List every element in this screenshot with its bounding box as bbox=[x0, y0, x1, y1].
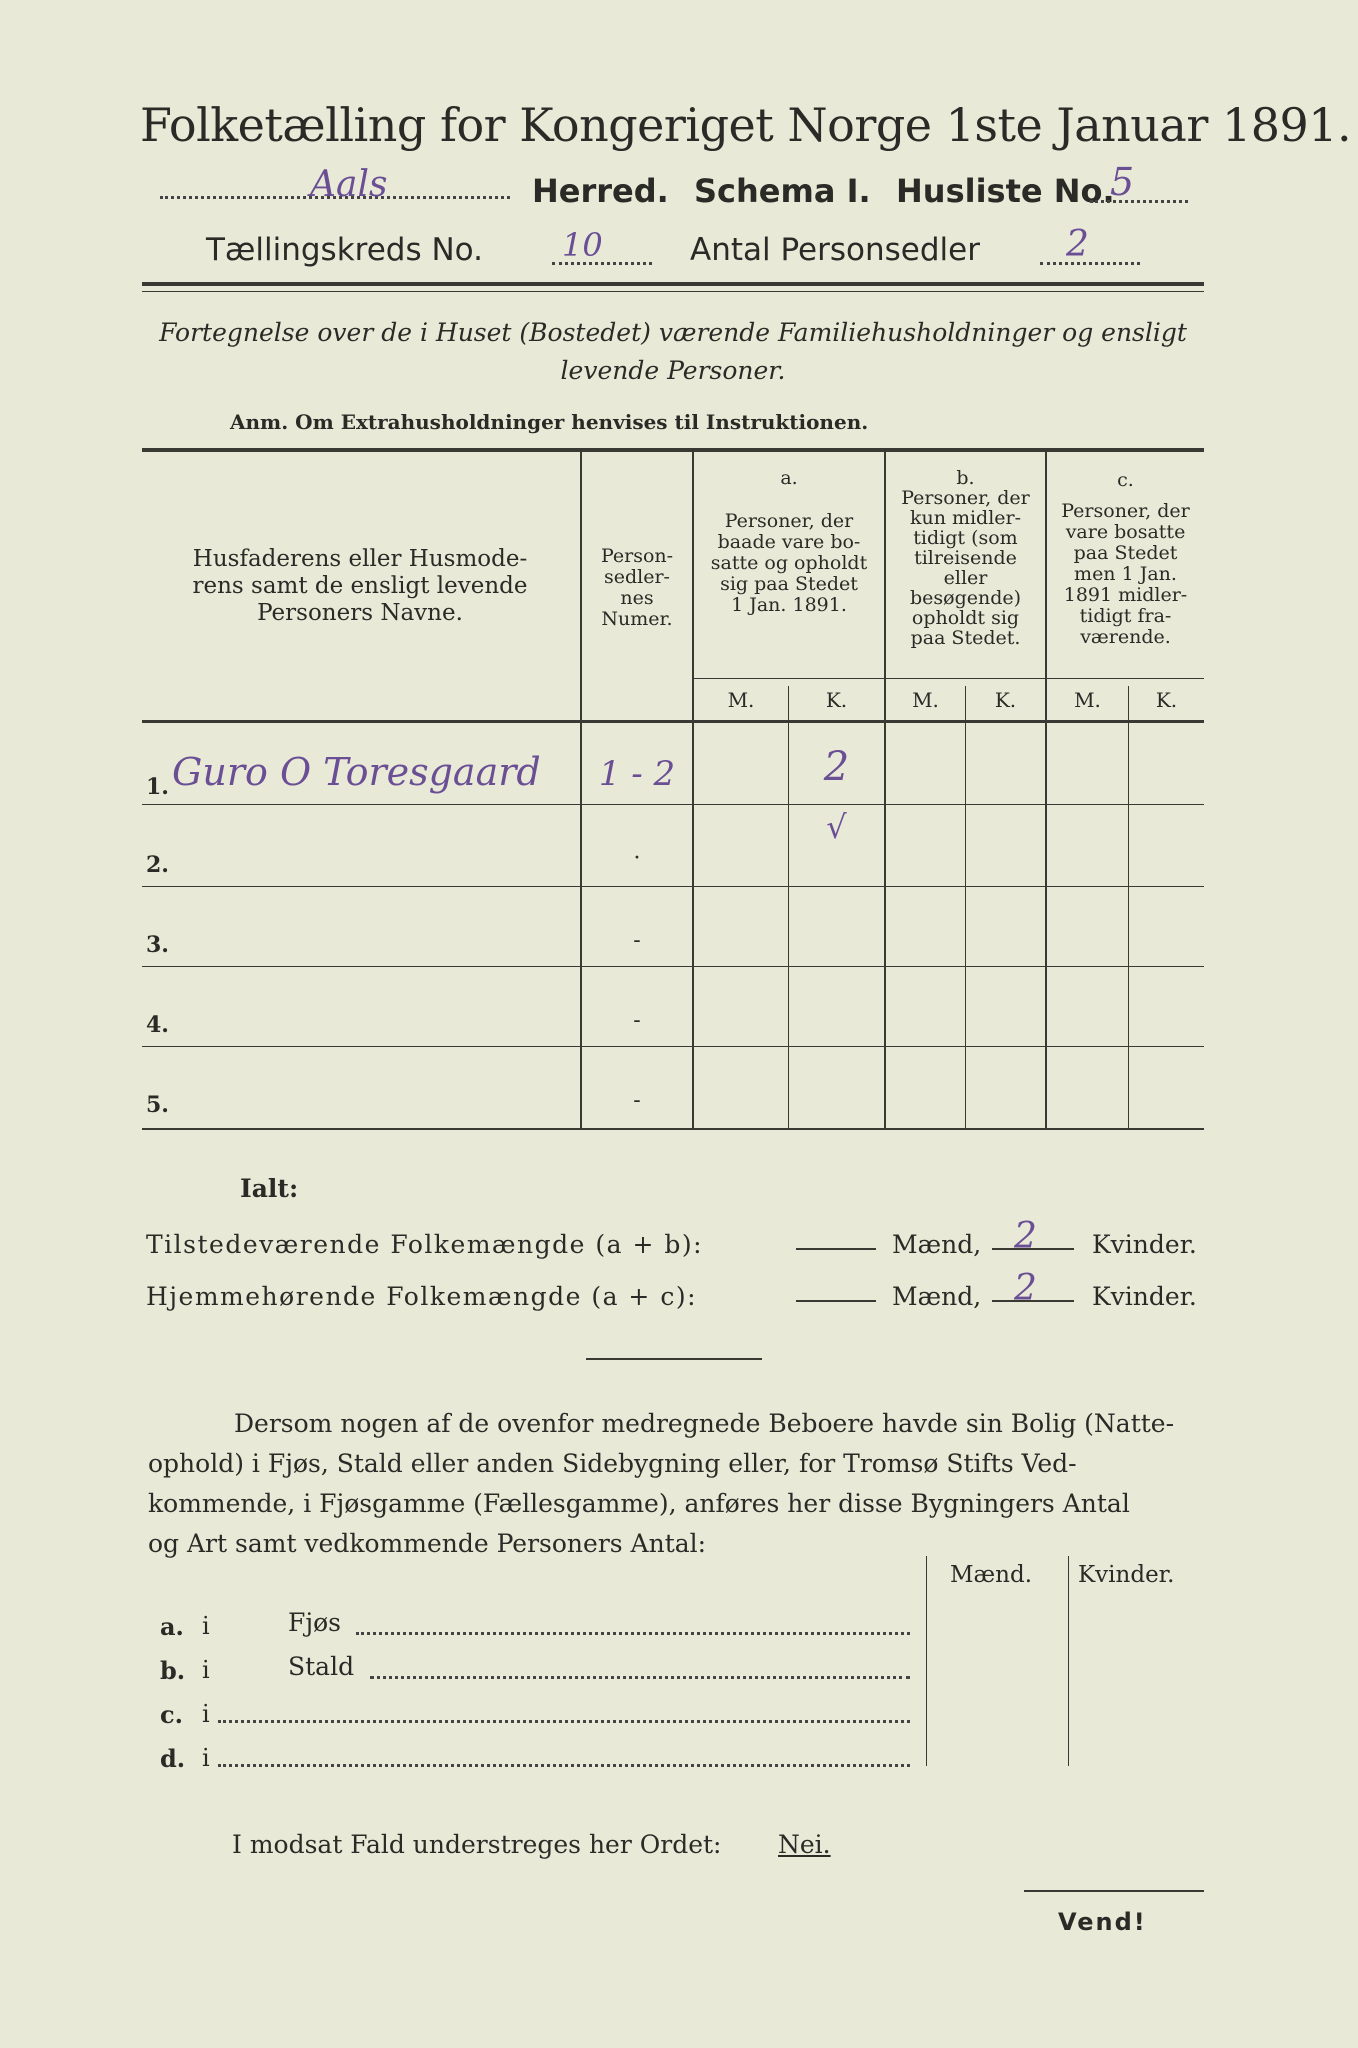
modsat-text: I modsat Fald understreges her Ordet: bbox=[232, 1830, 722, 1859]
tilstede-maend-blank bbox=[796, 1248, 876, 1250]
anm-note: Anm. Om Extrahusholdninger henvises til Instruktionen. bbox=[230, 410, 869, 434]
modsat-word: Nei. bbox=[778, 1830, 831, 1859]
bldg-row-b-name: Stald bbox=[288, 1652, 355, 1681]
hjemme-kvinder-label: Kvinder. bbox=[1092, 1282, 1197, 1311]
a-m-label: M. bbox=[727, 688, 755, 712]
paragraph: Dersom nogen af de ovenfor medregnede Beboere havde sin Bolig (Natte- ophold) i Fjøs, Stald eller anden Sidebygning eller, for Tromsø Stifts Ved- kommende, i Fjøsgamme (Fællesgamme), anføres her disse Bygningers Antal og Art samt vedkommende Personers Antal: bbox=[148, 1409, 1175, 1558]
header-names: Husfaderens eller Husmode- rens samt de ensligt levende Personers Navne. bbox=[192, 546, 528, 626]
hjemme-maend-blank bbox=[796, 1300, 876, 1302]
hjemme-value: 2 bbox=[1014, 1268, 1037, 1309]
row-2-person-num: · bbox=[633, 846, 641, 871]
ialt-label: Ialt: bbox=[240, 1174, 299, 1203]
section-divider bbox=[586, 1358, 762, 1360]
row-1-name: Guro O Toresgaard bbox=[172, 750, 541, 794]
intro-line-1: Fortegnelse over de i Huset (Bostedet) værende Familiehusholdninger og ensligt bbox=[159, 318, 1187, 347]
form-title: Folketælling for Kongeriget Norge 1ste Januar 1891. bbox=[140, 98, 1352, 152]
col-line-b-mk bbox=[965, 686, 966, 1128]
antal-label: Antal Personsedler bbox=[690, 232, 980, 268]
row-1-a-k-value: 2 bbox=[823, 744, 850, 790]
bldg-kvinder-header: Kvinder. bbox=[1078, 1562, 1175, 1588]
bldg-col-line-1 bbox=[926, 1556, 927, 1766]
bldg-row-a-dots bbox=[356, 1632, 910, 1635]
hjemme-maend-label: Mænd, bbox=[892, 1282, 982, 1311]
header-person-num: Person- sedler- nes Numer. bbox=[600, 545, 674, 630]
bldg-col-line-2 bbox=[1068, 1556, 1069, 1766]
c-m-label: M. bbox=[1074, 688, 1101, 712]
header-col-b: b. Personer, der kun midler- tidigt (som tilreisende eller besøgende) opholdt sig paa Stedet. bbox=[901, 467, 1030, 649]
row-2-number: 2. bbox=[146, 852, 169, 878]
row-rule-4 bbox=[142, 1046, 1204, 1047]
bldg-row-b-i: i bbox=[202, 1656, 210, 1684]
tilstede-maend-label: Mænd, bbox=[892, 1230, 982, 1259]
row-4-person-num: - bbox=[633, 1008, 641, 1033]
bldg-row-b-dots bbox=[370, 1676, 910, 1679]
kreds-label: Tællingskreds No. bbox=[206, 232, 483, 268]
bldg-row-b-letter: b. bbox=[160, 1656, 186, 1685]
a-k-label: K. bbox=[825, 688, 848, 712]
header-col-a: a. Personer, der baade vare bo- satte og opholdt sig paa Stedet 1 Jan. 1891. bbox=[710, 467, 868, 616]
vend-label: Vend! bbox=[1058, 1908, 1147, 1936]
row-5-person-num: - bbox=[633, 1088, 641, 1113]
herred-label: Herred. bbox=[532, 172, 669, 210]
husliste-label: Husliste No. bbox=[896, 172, 1115, 210]
antal-fill-line bbox=[1040, 262, 1140, 265]
tilstede-label: Tilstedeværende Folkemængde (a + b): bbox=[146, 1230, 704, 1259]
schema-label: Schema I. bbox=[694, 172, 871, 210]
row-rule-3 bbox=[142, 966, 1204, 967]
hjemme-label: Hjemmehørende Folkemængde (a + c): bbox=[146, 1282, 697, 1311]
b-k-label: K. bbox=[994, 688, 1017, 712]
husliste-value: 5 bbox=[1110, 160, 1135, 204]
c-k-label: K. bbox=[1155, 688, 1178, 712]
header-rule-thick bbox=[142, 282, 1204, 286]
mk-subheader-rule bbox=[692, 678, 1204, 679]
antal-value: 2 bbox=[1066, 224, 1089, 265]
row-rule-1 bbox=[142, 804, 1204, 805]
vend-rule bbox=[1024, 1890, 1204, 1892]
herred-value: Aals bbox=[310, 164, 388, 205]
intro-line-2: levende Personer. bbox=[560, 356, 786, 385]
tilstede-value: 2 bbox=[1014, 1216, 1037, 1257]
bldg-row-d-dots bbox=[218, 1764, 910, 1767]
row-1-number: 1. bbox=[146, 774, 169, 800]
row-3-person-num: - bbox=[633, 928, 641, 953]
col-line-c-mk bbox=[1128, 686, 1129, 1128]
bldg-row-a-letter: a. bbox=[160, 1612, 184, 1641]
tilstede-kvinder-label: Kvinder. bbox=[1092, 1230, 1197, 1259]
bldg-row-d-i: i bbox=[202, 1744, 210, 1772]
row-3-number: 3. bbox=[146, 932, 169, 958]
row-1-person-num: 1 - 2 bbox=[598, 754, 676, 794]
bldg-row-a-name: Fjøs bbox=[288, 1608, 341, 1637]
bldg-row-c-i: i bbox=[202, 1700, 210, 1728]
row-rule-2 bbox=[142, 886, 1204, 887]
b-m-label: M. bbox=[912, 688, 939, 712]
header-rule-thin bbox=[142, 291, 1204, 292]
row-4-number: 4. bbox=[146, 1012, 169, 1038]
bldg-row-d-letter: d. bbox=[160, 1744, 186, 1773]
table-bottom-rule bbox=[142, 1128, 1204, 1130]
bldg-maend-header: Mænd. bbox=[950, 1562, 1033, 1588]
row-1-check-mark: √ bbox=[826, 808, 847, 846]
row-5-number: 5. bbox=[146, 1092, 169, 1118]
kreds-value: 10 bbox=[562, 226, 603, 264]
bldg-row-a-i: i bbox=[202, 1612, 210, 1640]
header-col-c: c. Personer, der vare bosatte paa Stedet men 1 Jan. 1891 midler- tidigt fra- værende. bbox=[1061, 469, 1190, 648]
husliste-fill-line bbox=[1090, 200, 1188, 203]
bldg-row-c-dots bbox=[218, 1720, 910, 1723]
bldg-row-c-letter: c. bbox=[160, 1700, 183, 1729]
